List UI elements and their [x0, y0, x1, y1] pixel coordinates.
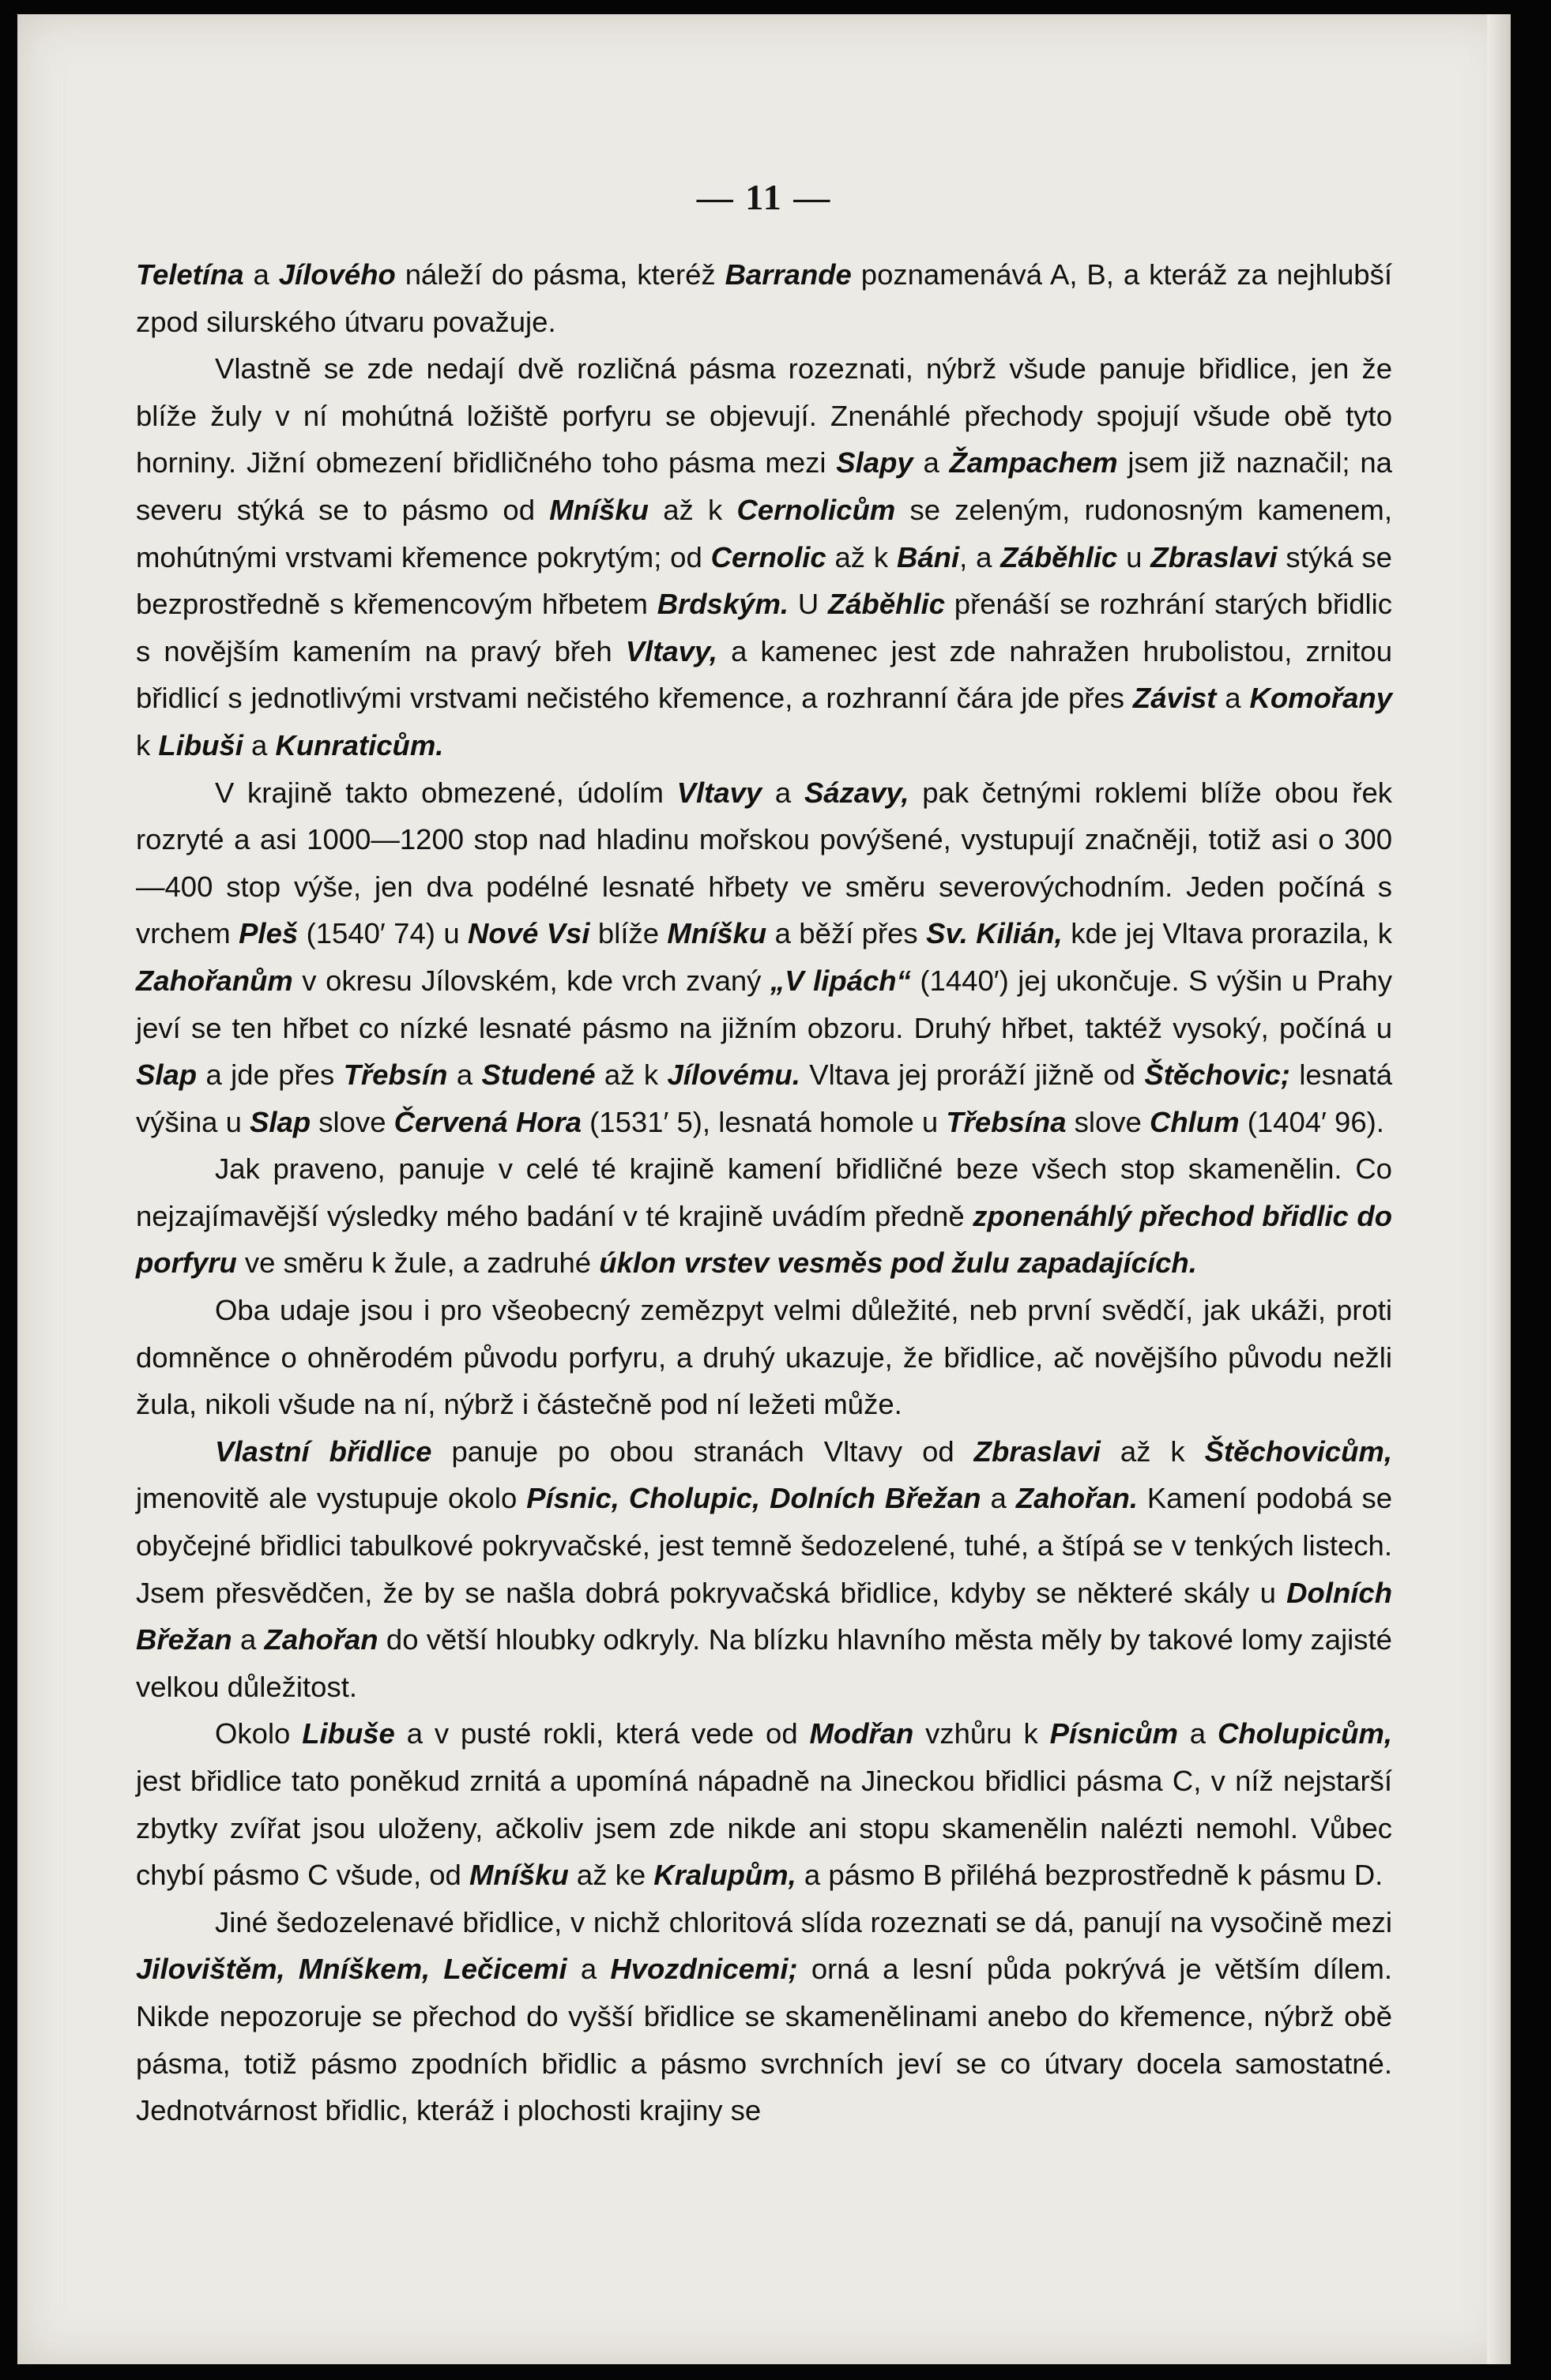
text-run: poznamenává A, B, a kteráž za nejhlubší zpod silurského útvaru považuje.: [136, 258, 1392, 338]
italic-term: Jílovému.: [667, 1058, 800, 1092]
italic-term: Sv. Kilián,: [926, 917, 1063, 950]
text-run: a pásmo B přiléhá bezprostředně k pásmu D.: [796, 1859, 1383, 1892]
italic-term: Hvozdnicemi;: [610, 1953, 798, 1986]
paragraph-7: [136, 1710, 1392, 1898]
italic-term: Nové Vsi: [468, 917, 590, 950]
italic-term: „V lipách“: [770, 964, 911, 997]
italic-term: Třebsín: [343, 1058, 448, 1092]
paragraph-2: [136, 345, 1392, 769]
italic-term: Červená Hora: [393, 1105, 582, 1138]
text-run: U: [789, 588, 828, 621]
text-run: kde jej Vltava prorazila, k: [1062, 917, 1392, 950]
text-run: a v pusté rokli, která vede od: [394, 1717, 810, 1750]
italic-term: Mníšku: [549, 493, 649, 526]
text-run: Jak praveno, panuje v celé té krajině kamení břidličné beze všech stop skamenělin. Co nejzajímavější výsledky mého badání v té krajině uvádím předně: [136, 1152, 1392, 1232]
text-run: V krajině takto obmezené, údolím: [215, 776, 677, 809]
text-run: a: [1177, 1717, 1218, 1750]
text-run: a: [232, 1623, 265, 1656]
italic-term: Libuše: [302, 1717, 395, 1750]
text-run: blíže: [589, 917, 668, 950]
italic-term: Slapy: [836, 446, 913, 479]
scanned-page: [17, 14, 1511, 2364]
text-run: a: [447, 1058, 482, 1092]
italic-term: Teletína: [136, 258, 244, 291]
text-run: Vltava jej proráží jižně od: [800, 1058, 1145, 1092]
text-run: a: [243, 728, 276, 761]
italic-term: Chlum: [1150, 1105, 1240, 1138]
text-run: až ke: [568, 1859, 654, 1892]
text-run: až k: [1100, 1434, 1205, 1468]
text-run: Okolo: [215, 1717, 303, 1750]
italic-term: Cernolic: [710, 540, 826, 573]
text-run: panuje po obou stranách Vltavy od: [431, 1434, 974, 1468]
text-run: a: [1216, 682, 1250, 715]
text-run: lesnatá výšina u: [136, 1058, 1393, 1138]
italic-term: Záběhlic: [827, 588, 946, 621]
italic-term: Jílového: [278, 258, 396, 291]
text-run: ve směru k žule, a zadruhé: [236, 1246, 600, 1280]
text-run: až k: [595, 1058, 668, 1092]
paragraph-6: [136, 1428, 1392, 1711]
text-run: a jde přes: [197, 1058, 344, 1092]
text-run: až k: [826, 540, 897, 573]
italic-term: Žampachem: [949, 446, 1118, 479]
text-run: (1440′) jej ukončuje. S výšin u Prahy jeví se ten hřbet co nízké lesnaté pásmo na jižním obzoru. Druhý hřbet, taktéž vysoký, počíná u: [136, 964, 1392, 1044]
text-run: a kamenec jest zde nahražen hrubolistou, zrnitou břidlicí s jednotlivými vrstvami nečistého křemence, a rozhranní čára jde přes: [136, 634, 1392, 715]
italic-term: úklon vrstev vesměs pod žulu zapadajících.: [599, 1246, 1197, 1280]
italic-term: zponenáhlý přechod břidlic do porfyru: [136, 1199, 1392, 1280]
text-run: jmenovitě ale vystupuje okolo: [136, 1482, 527, 1515]
italic-term: Dolních Břežan: [136, 1576, 1392, 1656]
italic-term: Zahořan: [264, 1623, 378, 1656]
text-run: orná a lesní půda pokrývá je větším dílem. Nikde nepozoruje se přechod do vyšší břidlice se skamenělinami anebo do křemence, nýbrž obě pásma, totiž pásmo zpodních břidlic a pásmo svrchních jeví se co útvary docela samostatné. Jednotvárnost břidlic, kteráž i plochosti krajiny se: [136, 1953, 1392, 2127]
italic-term: Zbraslavi: [1150, 540, 1278, 573]
text-run: slove: [1066, 1105, 1150, 1138]
italic-term: Kralupům,: [653, 1859, 796, 1892]
paragraph-3: [136, 769, 1392, 1146]
paragraph-8: [136, 1899, 1392, 2134]
text-run: přenáší se rozhrání starých břidlic s novějším kamením na pravý břeh: [136, 588, 1392, 667]
italic-term: Slap: [250, 1105, 311, 1138]
paragraph-5: [136, 1287, 1392, 1428]
italic-term: Zahořan.: [1015, 1482, 1138, 1515]
text-run: v okresu Jílovském, kde vrch zvaný: [292, 964, 770, 997]
text-run: a: [567, 1953, 611, 1986]
page-number: — 11 —: [696, 177, 832, 217]
text-run: a: [762, 776, 804, 809]
text-run: jsem již naznačil; na severu stýká se to pásmo od: [136, 446, 1392, 526]
text-run: (1540′ 74) u: [298, 917, 469, 950]
italic-term: Mníšku: [667, 917, 767, 950]
italic-term: Mníšku: [469, 1859, 569, 1892]
text-run: jest břidlice tato poněkud zrnitá a upomíná nápadně na Jineckou břidlici pásma C, v níž nejstarší zbytky zvířat jsou uloženy, ačkoliv jsem zde nikde ani stopu skamenělin nalézti nemohl. Vůbec chybí pásmo C všude, od: [136, 1765, 1392, 1892]
italic-term: Vltavy: [676, 776, 762, 809]
text-run: Oba udaje jsou i pro všeobecný zemězpyt velmi důležité, neb první svědčí, jak ukáži, proti domněnce o ohněrodém původu porfyru, a druhý ukazuje, že břidlice, ač novějšího původu nežli žula, nikoli všude na ní, nýbrž i částečně pod ní ležeti může.: [136, 1294, 1392, 1421]
text-run: až k: [648, 493, 737, 526]
italic-term: Zahořanům: [136, 964, 293, 997]
text-run: (1531′ 5), lesnatá homole u: [582, 1105, 947, 1138]
italic-term: Cernolicům: [736, 493, 896, 526]
italic-term: Slap: [136, 1058, 198, 1092]
text-run: Jiné šedozelenavé břidlice, v nichž chloritová slída rozeznati se dá, panují na vysočině mezi: [215, 1905, 1392, 1938]
italic-term: Písnicům: [1049, 1717, 1178, 1750]
text-run: náleží do pásma, kteréž: [395, 258, 725, 291]
italic-term: Barrande: [725, 258, 852, 291]
text-run: stýká se bezprostředně s křemencovým hřbetem: [136, 540, 1392, 621]
italic-term: Kunraticům.: [275, 728, 444, 761]
paragraph-1: [136, 251, 1392, 345]
italic-term: Studené: [481, 1058, 596, 1092]
text-run: k: [136, 728, 159, 761]
text-run: u: [1117, 540, 1151, 573]
text-run: a: [981, 1482, 1016, 1515]
text-run: Kamení podobá se obyčejné břidlici tabulkové pokryvačské, jest temně šedozelené, tuhé, a štípá se v tenkých listech. Jsem přesvědčen, že by se našla dobrá pokryvačská břidlice, kdyby se některé skály u: [136, 1482, 1392, 1609]
italic-term: Cholupicům,: [1217, 1717, 1392, 1750]
text-run: do větší hloubky odkryly. Na blízku hlavního města měly by takové lomy zajisté velkou důležitost.: [136, 1623, 1392, 1703]
italic-term: Štěchovicům,: [1204, 1434, 1392, 1468]
italic-term: Báni: [896, 540, 960, 573]
text-run: pak četnými roklemi blíže obou řek rozryté a asi 1000—1200 stop nad hladinu mořskou povýšené, vystupují značněji, totiž asi o 300—400 stop výše, jen dva podélné lesnaté hřbety ve směru severovýchodním. Jeden počíná s vrchem: [136, 776, 1392, 950]
italic-term: Brdským.: [657, 588, 789, 621]
text-run: vzhůru k: [913, 1717, 1050, 1750]
paragraph-4: [136, 1145, 1392, 1287]
italic-term: Pleš: [239, 917, 299, 950]
italic-term: Závist: [1132, 682, 1217, 715]
text-run: a: [913, 446, 950, 479]
italic-term: Štěchovic;: [1144, 1058, 1290, 1092]
text-run: a běží přes: [766, 917, 927, 950]
body-text: [136, 251, 1392, 2134]
italic-term: Libuši: [158, 728, 243, 761]
text-run: Vlastně se zde nedají dvě rozličná pásma rozeznati, nýbrž všude panuje břidlice, jen že blíže žuly v ní mohútná ložiště porfyru se objevují. Znenáhlé přechody spojují všude obě tyto horniny. Jižní obmezení břidličného toho pásma mezi: [136, 352, 1392, 479]
text-run: se zeleným, rudonosným kamenem, mohútnými vrstvami křemence pokrytým; od: [136, 493, 1392, 573]
italic-term: Třebsína: [946, 1105, 1067, 1138]
italic-term: Zbraslavi: [973, 1434, 1101, 1468]
italic-term: Modřan: [809, 1717, 914, 1750]
italic-term: Jilovištěm, Mníškem, Lečicemi: [136, 1953, 567, 1986]
page-edge-shadow: [1487, 14, 1511, 2364]
italic-term: Záběhlic: [1000, 540, 1118, 573]
italic-term: Písnic, Cholupic, Dolních Břežan: [526, 1482, 981, 1515]
italic-term: Sázavy,: [804, 776, 909, 809]
text-run: a: [243, 258, 279, 291]
italic-term: Vlastní břidlice: [215, 1434, 432, 1468]
text-run: (1404′ 96).: [1239, 1105, 1384, 1138]
text-run: slove: [311, 1105, 394, 1138]
italic-term: Vltavy,: [625, 634, 718, 667]
italic-term: Komořany: [1249, 682, 1392, 715]
text-run: , a: [959, 540, 1001, 573]
